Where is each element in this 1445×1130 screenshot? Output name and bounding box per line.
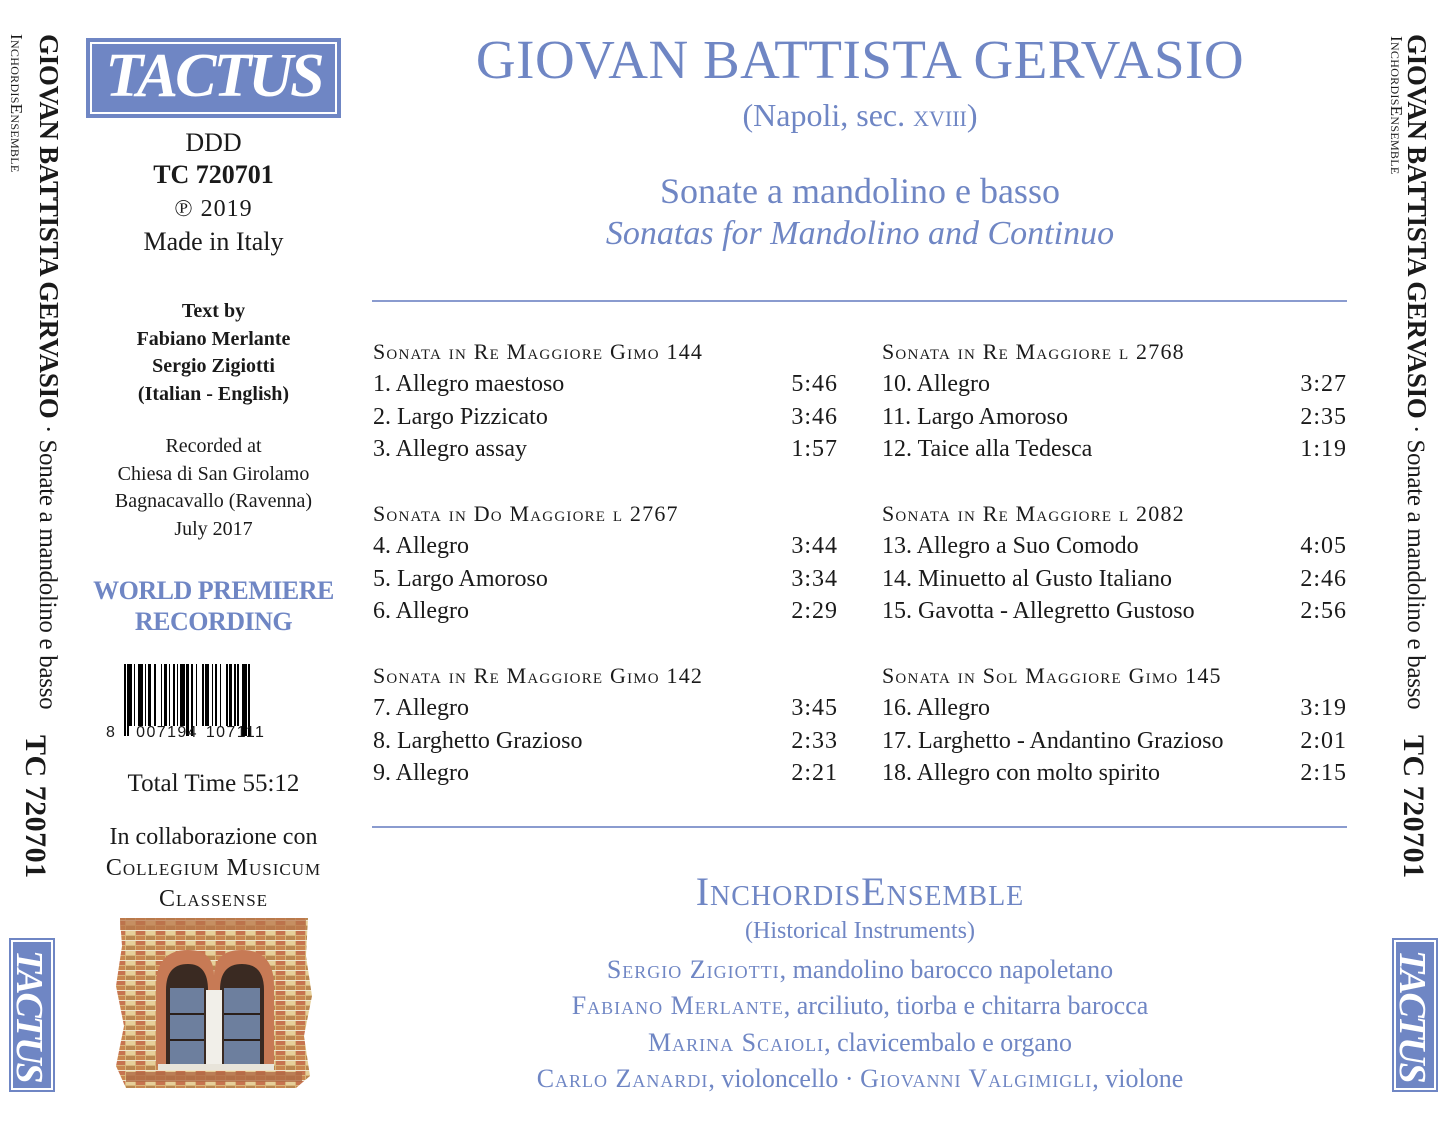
track-duration: 2:29: [791, 598, 838, 624]
spine-logo-text: TACTUS: [1391, 950, 1433, 1082]
track-name: 15. Gavotta - Allegretto Gustoso: [882, 598, 1195, 624]
performer-role: , violoncello ·: [708, 1064, 861, 1093]
track-row: [373, 692, 838, 725]
track-duration: 2:35: [1300, 403, 1347, 430]
track-duration: 3:44: [791, 533, 838, 559]
barcode-group: 007194: [136, 724, 198, 741]
origin-text: ): [966, 97, 978, 133]
collab-org: Collegium Musicum: [105, 855, 322, 881]
album-title-english: Sonatas for Mandolino and Continuo: [605, 215, 1115, 252]
track-name: 4. Allegro: [373, 533, 469, 559]
track-duration: 2:33: [791, 727, 838, 754]
text-languages: (Italian - English): [137, 382, 290, 405]
logo-text: TACTUS: [105, 41, 322, 110]
track-duration: 1:19: [1300, 436, 1347, 462]
brick-window-image: [116, 916, 312, 1090]
recorded-label: Recorded at: [165, 435, 262, 457]
sonata-title: Sonata in Re Maggiore Gimo 142: [373, 663, 704, 688]
premiere-line: RECORDING: [134, 607, 293, 636]
barcode: [106, 664, 308, 742]
origin-text: (Napoli, sec.: [742, 97, 914, 133]
sonata-group: [373, 498, 838, 628]
ensemble-name: InchordisEnsemble: [695, 869, 1025, 914]
right-spine: [1368, 0, 1445, 1130]
track-duration: 3:19: [1300, 695, 1347, 721]
track-name: 8. Larghetto Grazioso: [373, 727, 583, 754]
track-duration: 2:21: [791, 760, 838, 786]
performer-name: Fabiano Merlante: [571, 991, 784, 1020]
recording-location: Bagnacavallo (Ravenna): [114, 490, 313, 512]
track-name: 13. Allegro a Suo Comodo: [882, 533, 1139, 559]
track-row: [373, 757, 838, 790]
track-row: [373, 725, 838, 758]
divider: [372, 826, 1347, 828]
track-name: 6. Allegro: [373, 598, 469, 624]
spine-logo-text: TACTUS: [8, 950, 50, 1082]
sonata-title: Sonata in Sol Maggiore Gimo 145: [882, 663, 1222, 688]
track-row: [882, 563, 1347, 596]
track-duration: 4:05: [1300, 533, 1347, 559]
sonata-group: [882, 660, 1347, 790]
performer-name: Marina Scaioli: [648, 1028, 825, 1057]
track-name: 5. Largo Amoroso: [373, 565, 548, 592]
catalog-number: TC 720701: [153, 160, 274, 189]
track-duration: 3:45: [791, 695, 838, 721]
world-premiere-badge: [86, 575, 341, 637]
spine-composer: GIOVAN BATTISTA GERVASIO: [34, 34, 64, 419]
sonata-group: [882, 498, 1347, 628]
track-row: [882, 692, 1347, 725]
track-duration: 2:01: [1300, 727, 1347, 754]
track-row: [373, 563, 838, 596]
track-row: [373, 401, 838, 434]
spine-ensemble: InchordisEnsemble: [7, 34, 26, 173]
track-duration: 3:27: [1300, 371, 1347, 397]
track-name: 10. Allegro: [882, 371, 990, 397]
spine-catalog: TC 720701: [1397, 735, 1430, 879]
track-row: [373, 595, 838, 628]
track-name: 14. Minuetto al Gusto Italiano: [882, 565, 1172, 592]
composer-origin: [370, 97, 1350, 134]
recording-date: July 2017: [174, 517, 253, 540]
spine-composer: GIOVAN BATTISTA GERVASIO: [1402, 34, 1432, 419]
phonogram-year: ℗ 2019: [174, 196, 253, 222]
left-spine: [0, 0, 80, 1130]
barcode-group: 107111: [205, 724, 266, 741]
track-row: [882, 433, 1347, 466]
performer-name: Carlo Zanardi: [536, 1064, 709, 1093]
recording-info: [86, 433, 341, 543]
track-row: [882, 401, 1347, 434]
performer-role: , arciliuto, tiorba e chitarra barocca: [783, 991, 1149, 1020]
track-name: 3. Allegro assay: [373, 436, 527, 462]
tracklist-column-left: [373, 336, 838, 796]
barcode-first-digit: 8: [106, 724, 117, 741]
performer-role: , clavicembalo e organo: [824, 1028, 1072, 1057]
track-row: [882, 725, 1347, 758]
spine-separator: ·: [34, 424, 61, 433]
track-row: [882, 757, 1347, 790]
track-row: [373, 433, 838, 466]
composer-title: GIOVAN BATTISTA GERVASIO: [475, 29, 1245, 90]
spine-separator: ·: [1402, 424, 1429, 433]
track-duration: 3:46: [791, 403, 838, 430]
sonata-group: [373, 660, 838, 790]
track-duration: 2:15: [1300, 760, 1347, 786]
track-row: [882, 530, 1347, 563]
collaboration: [86, 822, 341, 915]
sonata-group: [373, 336, 838, 466]
total-time: Total Time 55:12: [127, 770, 300, 797]
spine-title: [33, 34, 64, 709]
text-author: Fabiano Merlante: [136, 327, 291, 350]
track-duration: 1:57: [791, 436, 838, 462]
track-row: [882, 368, 1347, 401]
origin-century: xviii: [913, 97, 967, 133]
album-title-italian: Sonate a mandolino e basso: [660, 171, 1060, 211]
track-name: 7. Allegro: [373, 695, 469, 721]
track-name: 18. Allegro con molto spirito: [882, 760, 1160, 786]
track-row: [882, 595, 1347, 628]
divider: [372, 300, 1347, 302]
track-name: 11. Largo Amoroso: [882, 403, 1068, 430]
track-name: 17. Larghetto - Andantino Grazioso: [882, 727, 1224, 754]
collab-org: Classense: [158, 886, 269, 912]
premiere-line: WORLD PREMIERE: [93, 576, 334, 605]
spine-subtitle: Sonate a mandolino e basso: [1402, 439, 1429, 710]
track-row: [373, 530, 838, 563]
spine-ensemble: InchordisEnsemble: [1387, 36, 1406, 175]
spine-tactus-logo: [1391, 940, 1436, 1090]
barcode-digits: [106, 724, 265, 742]
track-duration: 2:56: [1300, 598, 1347, 624]
ensemble-note: (Historical Instruments): [745, 918, 975, 944]
performer-line: [370, 1028, 1350, 1058]
spine-tactus-logo: [8, 940, 53, 1090]
track-row: [373, 368, 838, 401]
tactus-logo: [86, 38, 341, 118]
track-name: 16. Allegro: [882, 695, 990, 721]
performer-name: Sergio Zigiotti: [606, 955, 780, 984]
track-duration: 3:34: [791, 565, 838, 592]
sonata-title: Sonata in Re Maggiore Gimo 144: [373, 339, 704, 364]
sonata-title: Sonata in Re Maggiore l 2082: [882, 501, 1185, 526]
track-name: 1. Allegro maestoso: [373, 371, 565, 397]
spine-subtitle: Sonate a mandolino e basso: [34, 439, 61, 710]
tracklist-column-right: [882, 336, 1347, 796]
sonata-title: Sonata in Do Maggiore l 2767: [373, 501, 679, 526]
performer-name: Giovanni Valgimigli: [860, 1064, 1093, 1093]
track-name: 9. Allegro: [373, 760, 469, 786]
collab-label: In collaborazione con: [109, 824, 318, 850]
sonata-group: [882, 336, 1347, 466]
recording-venue: Chiesa di San Girolamo: [117, 462, 310, 485]
spine-catalog: TC 720701: [19, 735, 52, 879]
text-author: Sergio Zigiotti: [152, 355, 275, 377]
performer-line: [370, 991, 1350, 1021]
text-by-label: Text by: [181, 300, 246, 322]
made-in: Made in Italy: [143, 227, 284, 256]
track-name: 2. Largo Pizzicato: [373, 403, 548, 430]
text-by-credits: [86, 298, 341, 408]
track-name: 12. Taice alla Tedesca: [882, 436, 1093, 462]
performer-role: , violone: [1092, 1064, 1184, 1093]
performer-line: [370, 955, 1350, 985]
performer-role: , mandolino barocco napoletano: [779, 955, 1114, 984]
track-duration: 5:46: [791, 371, 838, 397]
performer-line: [370, 1064, 1350, 1094]
sonata-title: Sonata in Re Maggiore l 2768: [882, 339, 1185, 364]
format-label: DDD: [185, 128, 242, 157]
track-duration: 2:46: [1300, 565, 1347, 592]
